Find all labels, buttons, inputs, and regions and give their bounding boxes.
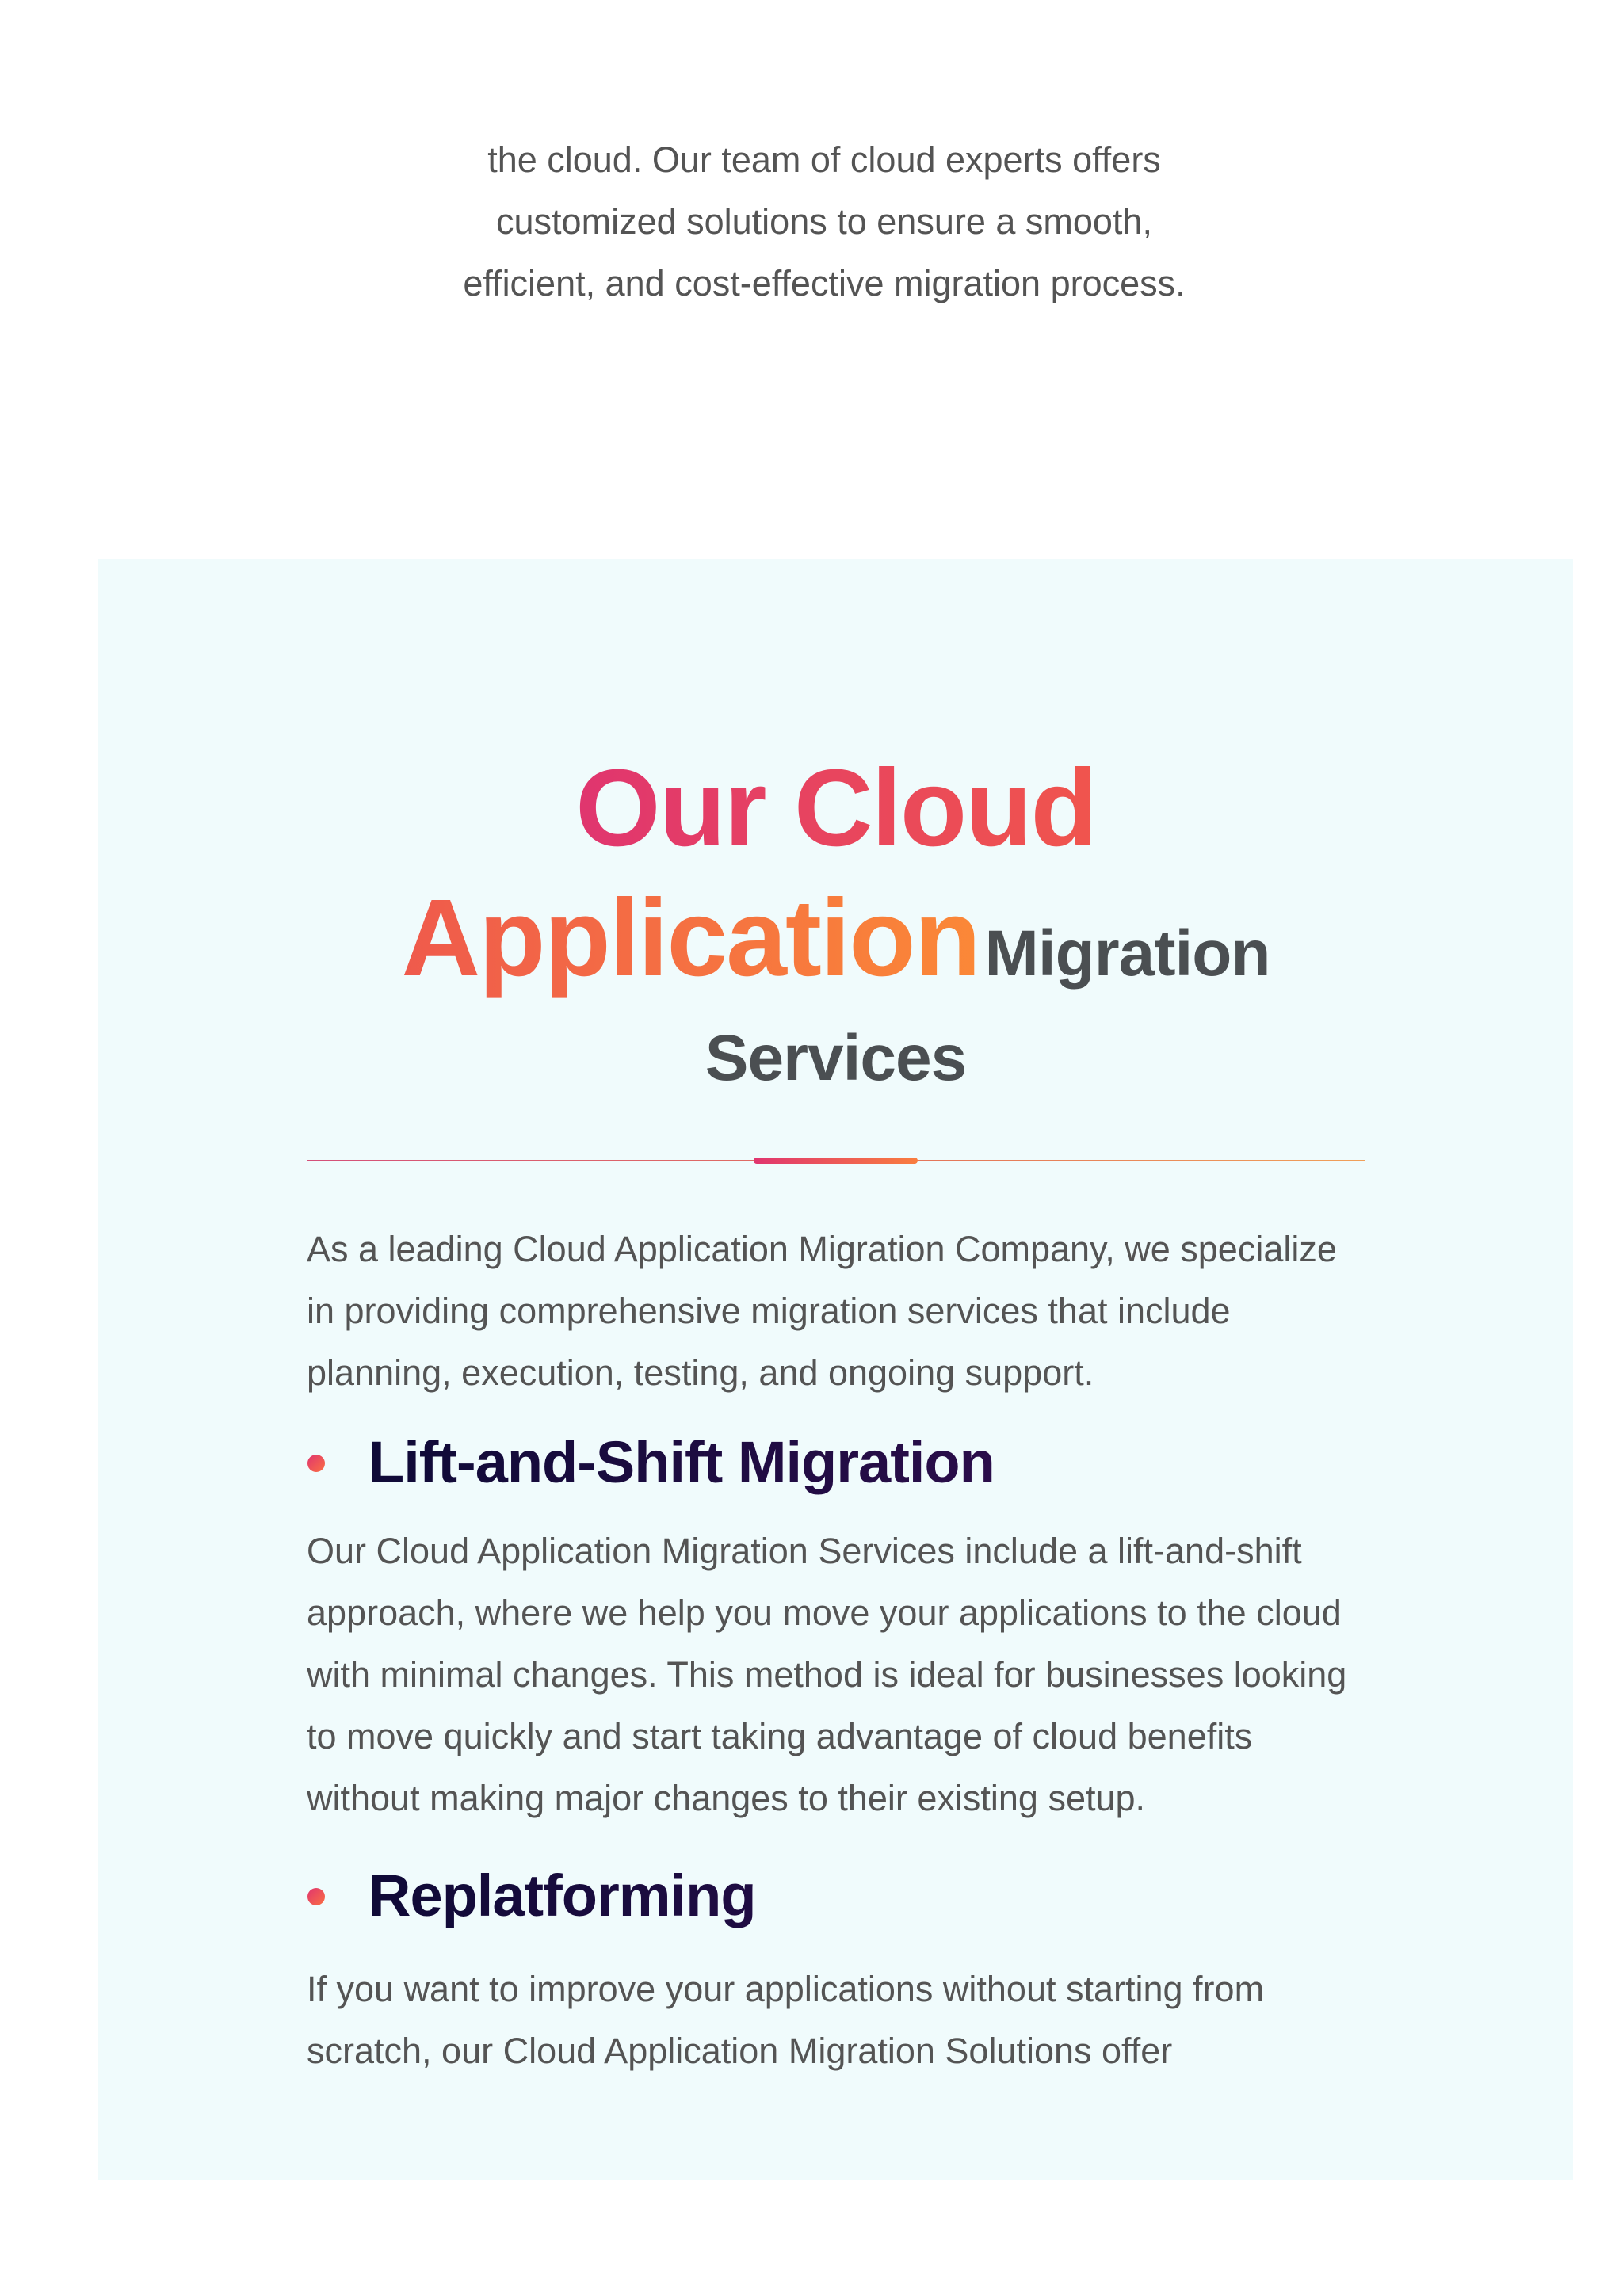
heading-highlight-2: Application	[401, 877, 980, 999]
heading-plain-2: Services	[705, 1022, 967, 1094]
bullet-dot-icon	[307, 1455, 325, 1472]
service-item-body-lift-and-shift: Our Cloud Application Migration Services include a lift-and-shift approach, where we help you move your applications to the cloud with minimal changes. This method is ideal for businesses looking to move quickly and start taking advantage of cloud benefits without making major changes to their existing setup.	[307, 1531, 1347, 1818]
services-section	[98, 559, 1573, 2180]
service-item-title-text: Replatforming	[369, 1863, 756, 1928]
section-heading	[98, 743, 1573, 1114]
heading-divider-accent	[754, 1158, 918, 1164]
services-description: As a leading Cloud Application Migration Company, we specialize in providing comprehensive migration services that include planning, execution, testing, and ongoing support.	[307, 1229, 1337, 1393]
service-item-title-replatforming	[307, 1852, 1369, 1940]
intro-paragraph: the cloud. Our team of cloud experts offers customized solutions to ensure a smooth, efficient, and cost-effective migration process.	[463, 139, 1186, 303]
heading-highlight-1: Our Cloud	[575, 747, 1096, 869]
bullet-dot-icon	[307, 1888, 325, 1905]
services-content	[307, 1219, 1369, 2082]
heading-plain-1: Migration	[984, 917, 1270, 990]
service-item-body-replatforming: If you want to improve your applications without starting from scratch, our Cloud Application Migration Solutions offer	[307, 1969, 1265, 2071]
service-item-title-lift-and-shift	[307, 1418, 1369, 1507]
service-item-title-text: Lift-and-Shift Migration	[369, 1429, 995, 1495]
